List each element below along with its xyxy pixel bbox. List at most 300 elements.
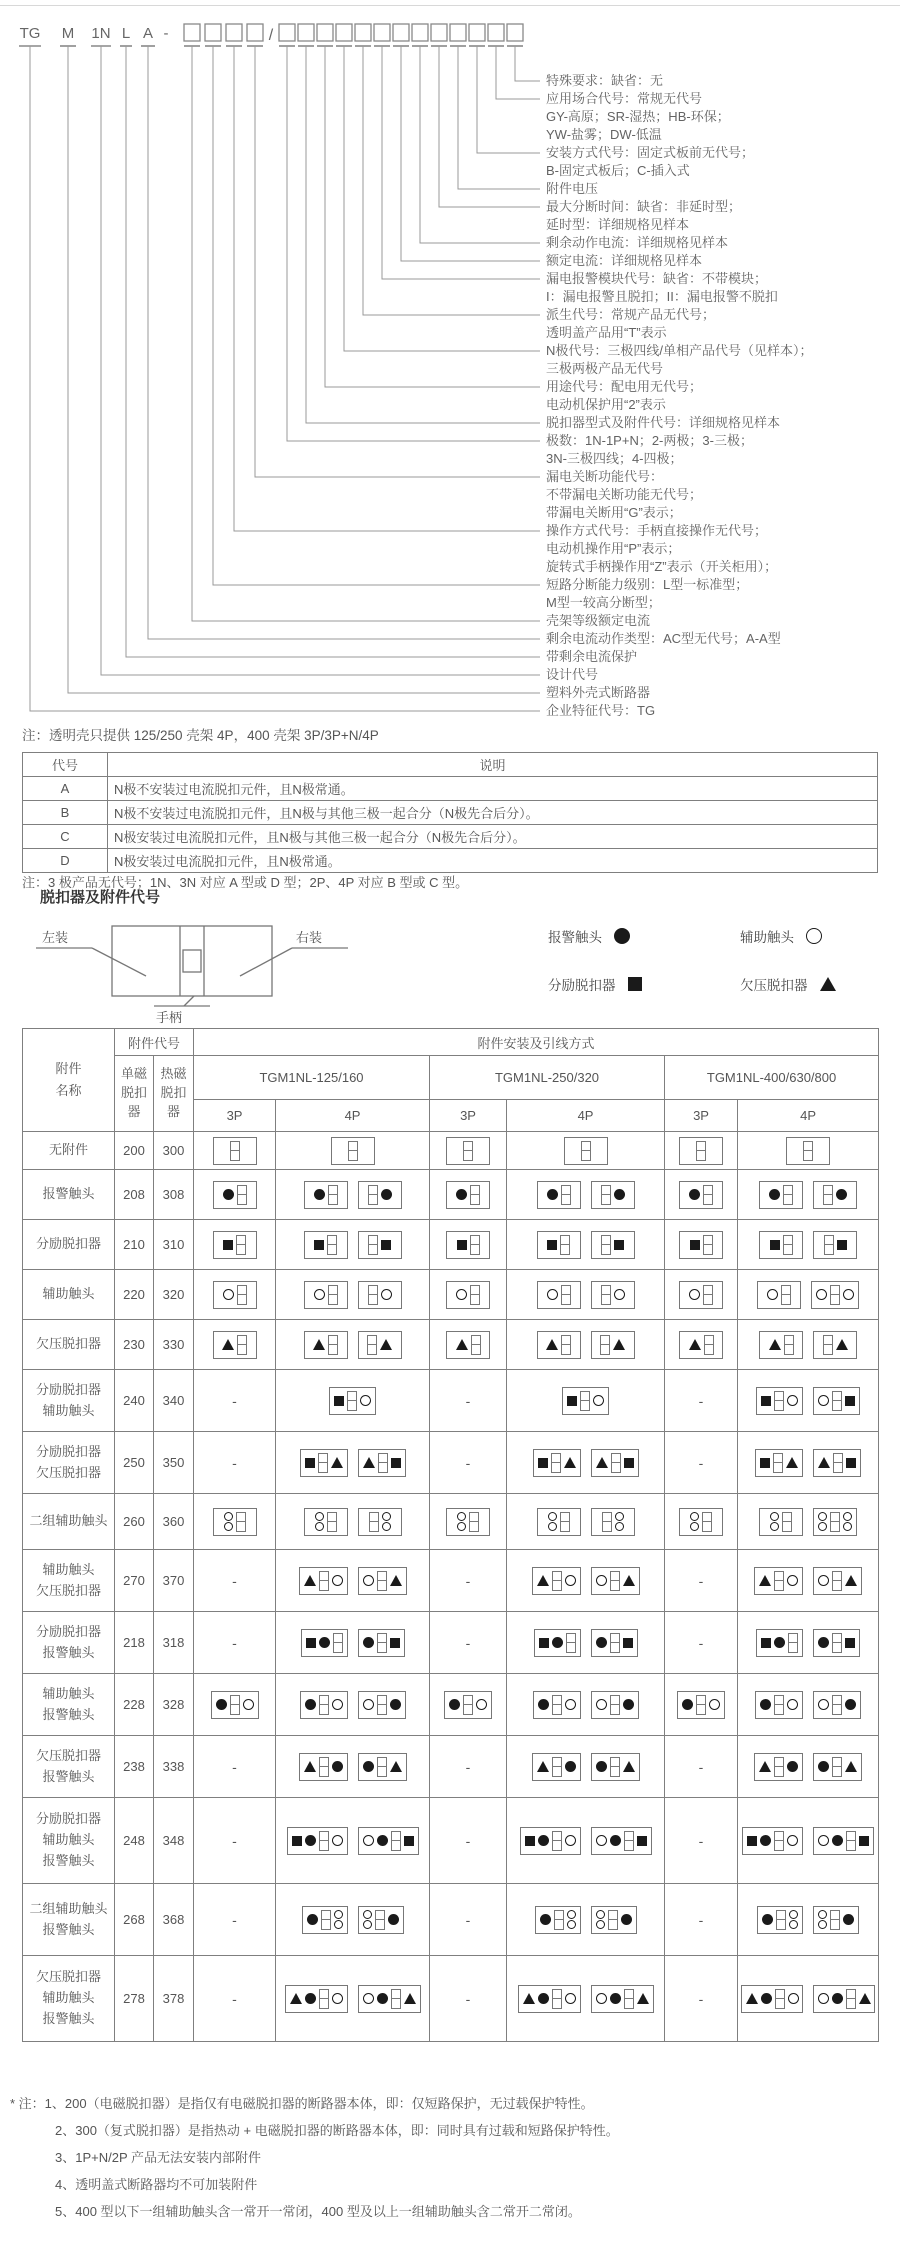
handle-glyph bbox=[463, 1695, 473, 1715]
diagram-group bbox=[279, 1985, 426, 2013]
breaker-mini-diagram bbox=[591, 1906, 637, 1934]
uv-symbol bbox=[313, 1339, 325, 1350]
handle-glyph bbox=[601, 1285, 611, 1305]
breaker-mini-diagram bbox=[300, 1691, 348, 1719]
aux-symbol bbox=[818, 1835, 829, 1846]
handle-glyph bbox=[774, 1391, 784, 1411]
svg-text:L: L bbox=[121, 25, 131, 42]
accessory-row bbox=[23, 1798, 879, 1884]
diagram-group bbox=[279, 1181, 426, 1209]
handle-glyph bbox=[237, 1285, 247, 1305]
breaker-mini-diagram bbox=[591, 1753, 640, 1781]
code-table-header-row bbox=[23, 753, 878, 777]
diagram-group bbox=[510, 1567, 661, 1595]
install-diagram-cell bbox=[194, 1612, 276, 1674]
uv-symbol bbox=[564, 1457, 576, 1468]
alarm-symbol bbox=[538, 1993, 549, 2004]
mono-code: 208 bbox=[115, 1170, 154, 1220]
handle-glyph bbox=[333, 1633, 343, 1653]
breaker-mini-diagram bbox=[813, 1827, 874, 1855]
breaker-mini-diagram bbox=[285, 1985, 348, 2013]
uv-symbol bbox=[759, 1761, 771, 1772]
install-diagram-cell bbox=[194, 1674, 276, 1736]
handle-glyph bbox=[230, 1695, 240, 1715]
svg-text:1N: 1N bbox=[91, 25, 111, 42]
footnotes bbox=[10, 2090, 619, 2225]
handle-glyph bbox=[846, 1831, 856, 1851]
mono-code: 260 bbox=[115, 1494, 154, 1550]
diagram-group bbox=[741, 1985, 875, 2013]
shunt-symbol bbox=[567, 1396, 577, 1406]
aux2-symbol bbox=[548, 1512, 557, 1531]
mono-code: 200 bbox=[115, 1132, 154, 1170]
handle-glyph bbox=[328, 1285, 338, 1305]
alarm-symbol bbox=[760, 1699, 771, 1710]
svg-text:TG: TG bbox=[19, 25, 41, 42]
diagram-group bbox=[197, 1181, 272, 1209]
not-available-dash: - bbox=[232, 1911, 237, 1928]
handle-glyph bbox=[470, 1285, 480, 1305]
uv-symbol bbox=[746, 1993, 758, 2004]
not-available-dash: - bbox=[232, 1572, 237, 1589]
install-diagram-cell bbox=[665, 1270, 738, 1320]
install-diagram-cell bbox=[738, 1884, 879, 1956]
uv-symbol bbox=[623, 1761, 635, 1772]
handle-glyph bbox=[704, 1335, 714, 1355]
handle-glyph bbox=[552, 1831, 562, 1851]
breaker-mini-diagram bbox=[591, 1827, 652, 1855]
diagram-group bbox=[279, 1753, 426, 1781]
breaker-mini-diagram bbox=[301, 1629, 348, 1657]
shunt-symbol bbox=[624, 1458, 634, 1468]
svg-text:-: - bbox=[163, 25, 169, 42]
install-diagram-cell bbox=[276, 1956, 430, 2042]
mono-code: 248 bbox=[115, 1798, 154, 1884]
handle-glyph bbox=[610, 1695, 620, 1715]
alarm-symbol bbox=[682, 1699, 693, 1710]
alarm-symbol bbox=[390, 1699, 401, 1710]
diagram-group bbox=[433, 1281, 503, 1309]
uv-symbol bbox=[290, 1993, 302, 2004]
install-diagram-cell bbox=[276, 1320, 430, 1370]
diagram-group bbox=[279, 1137, 426, 1165]
breaker-mini-diagram bbox=[591, 1231, 635, 1259]
footnote-line: 3、1P+N/2P 产品无法安装内部附件 bbox=[55, 2150, 262, 2165]
aux2-symbol bbox=[224, 1512, 233, 1531]
alarm-symbol bbox=[596, 1761, 607, 1772]
not-available-dash: - bbox=[465, 1392, 471, 1409]
breaker-mini-diagram bbox=[813, 1567, 862, 1595]
breaker-mini-diagram bbox=[358, 1629, 405, 1657]
diagram-group bbox=[197, 1508, 272, 1536]
accessory-row bbox=[23, 1270, 879, 1320]
handle-glyph bbox=[702, 1512, 712, 1532]
install-diagram-cell bbox=[738, 1132, 879, 1170]
handle-glyph bbox=[327, 1512, 337, 1532]
aux-symbol bbox=[787, 1575, 798, 1586]
breaker-mini-diagram bbox=[811, 1281, 859, 1309]
not-available-dash: - bbox=[698, 1911, 704, 1928]
code-callout: 安装方式代号：固定式板前无代号； B-固定式板后；C-插入式 bbox=[546, 145, 755, 178]
footnote-line: 2、300（复式脱扣器）是指热动 + 电磁脱扣器的断路器本体，即：同时具有过载和短路保护特性。 bbox=[55, 2123, 619, 2138]
install-diagram-cell bbox=[507, 1170, 665, 1220]
install-diagram-cell bbox=[194, 1270, 276, 1320]
aux2-symbol bbox=[770, 1512, 779, 1531]
alarm-symbol bbox=[836, 1189, 847, 1200]
pole-header-3p: 3P bbox=[194, 1100, 276, 1132]
install-diagram-cell bbox=[738, 1494, 879, 1550]
handle-glyph bbox=[377, 1571, 387, 1591]
breaker-mini-diagram bbox=[679, 1281, 723, 1309]
diagram-group bbox=[197, 1691, 272, 1719]
install-diagram-cell bbox=[665, 1370, 738, 1432]
code-callout: 漏电报警模块代号：缺省：不带模块； I：漏电报警且脱扣；II：漏电报警不脱扣 bbox=[546, 271, 778, 304]
shunt-symbol bbox=[761, 1396, 771, 1406]
handle-glyph bbox=[318, 1453, 328, 1473]
handle-glyph bbox=[237, 1335, 247, 1355]
diagram-group bbox=[433, 1331, 503, 1359]
diagram-group bbox=[510, 1281, 661, 1309]
breaker-mini-diagram bbox=[213, 1137, 257, 1165]
install-diagram-cell bbox=[738, 1220, 879, 1270]
breaker-mini-diagram bbox=[537, 1331, 581, 1359]
breaker-mini-diagram bbox=[304, 1231, 348, 1259]
handle-glyph bbox=[602, 1512, 612, 1532]
mono-code: 238 bbox=[115, 1736, 154, 1798]
uv-symbol bbox=[859, 1993, 871, 2004]
install-diagram-cell bbox=[276, 1494, 430, 1550]
aux-symbol bbox=[788, 1993, 799, 2004]
handle-glyph bbox=[369, 1512, 379, 1532]
diagram-group bbox=[510, 1985, 661, 2013]
diagram-group bbox=[741, 1691, 875, 1719]
diagram-group bbox=[741, 1629, 875, 1657]
install-diagram-cell bbox=[665, 1220, 738, 1270]
breaker-mini-diagram bbox=[358, 1231, 402, 1259]
breaker-mini-diagram bbox=[679, 1231, 723, 1259]
not-available-dash: - bbox=[465, 1832, 471, 1849]
install-diagram-cell bbox=[665, 1320, 738, 1370]
diagram-group bbox=[279, 1281, 426, 1309]
handle-glyph bbox=[551, 1453, 561, 1473]
accessory-row bbox=[23, 1674, 879, 1736]
pole-header-4p: 4P bbox=[276, 1100, 430, 1132]
code-callout: 脱扣器型式及附件代号：详细规格见样本 bbox=[546, 415, 781, 430]
mono-code: 268 bbox=[115, 1884, 154, 1956]
handle-glyph bbox=[470, 1235, 480, 1255]
install-diagram-cell bbox=[194, 1798, 276, 1884]
aux2-symbol bbox=[596, 1910, 605, 1929]
code-table-row bbox=[23, 801, 878, 825]
accessory-row bbox=[23, 1370, 879, 1432]
handle-glyph bbox=[774, 1757, 784, 1777]
alarm-symbol bbox=[818, 1637, 829, 1648]
code-callout: 带剩余电流保护 bbox=[546, 649, 638, 664]
install-group-header: 附件安装及引线方式 bbox=[194, 1029, 879, 1056]
aux-symbol bbox=[689, 1289, 700, 1300]
diagram-group bbox=[433, 1508, 503, 1536]
install-diagram-cell bbox=[507, 1736, 665, 1798]
install-diagram-cell bbox=[430, 1956, 507, 2042]
thermal-code: 340 bbox=[154, 1370, 194, 1432]
handle-glyph bbox=[774, 1831, 784, 1851]
uv-symbol bbox=[537, 1575, 549, 1586]
aux2-symbol bbox=[457, 1512, 466, 1531]
handle-glyph bbox=[580, 1391, 590, 1411]
install-diagram-cell bbox=[507, 1884, 665, 1956]
alarm-symbol bbox=[449, 1699, 460, 1710]
install-diagram-cell bbox=[738, 1550, 879, 1612]
code-callout: 应用场合代号：常规无代号 GY-高原；SR-湿热；HB-环保； YW-盐雾；DW-低温 bbox=[546, 91, 730, 142]
code-callout: 塑料外壳式断路器 bbox=[546, 685, 651, 700]
handle-glyph bbox=[471, 1335, 481, 1355]
breaker-mini-diagram bbox=[520, 1827, 581, 1855]
alarm-symbol bbox=[610, 1835, 621, 1846]
not-available-dash: - bbox=[465, 1758, 471, 1775]
install-diagram-cell bbox=[665, 1736, 738, 1798]
aux2-symbol bbox=[843, 1512, 852, 1531]
diagram-group bbox=[741, 1753, 875, 1781]
shunt-symbol bbox=[747, 1836, 757, 1846]
alarm-symbol bbox=[223, 1189, 234, 1200]
uv-symbol bbox=[613, 1339, 625, 1350]
breaker-mini-diagram bbox=[329, 1387, 376, 1415]
install-diagram-cell bbox=[507, 1320, 665, 1370]
install-diagram-cell bbox=[507, 1370, 665, 1432]
alarm-symbol bbox=[540, 1914, 551, 1925]
alarm-symbol bbox=[377, 1993, 388, 2004]
breaker-mini-diagram bbox=[813, 1629, 860, 1657]
aux-icon bbox=[806, 928, 822, 944]
not-available-dash: - bbox=[465, 1454, 471, 1471]
aux-symbol bbox=[314, 1289, 325, 1300]
breaker-mini-diagram bbox=[358, 1331, 402, 1359]
install-diagram-cell bbox=[507, 1550, 665, 1612]
breaker-mini-diagram bbox=[213, 1508, 257, 1536]
breaker-mini-diagram bbox=[677, 1691, 725, 1719]
handle-glyph bbox=[552, 1571, 562, 1591]
aux-symbol bbox=[565, 1835, 576, 1846]
desc-col-header: 说明 bbox=[108, 753, 878, 777]
breaker-mini-diagram bbox=[755, 1691, 803, 1719]
accessory-name: 分励脱扣器 欠压脱扣器 bbox=[23, 1432, 115, 1494]
handle-glyph bbox=[560, 1512, 570, 1532]
shunt-icon bbox=[628, 977, 642, 991]
n-pole-code-table bbox=[22, 752, 878, 873]
accessory-name: 辅助触头 报警触头 bbox=[23, 1674, 115, 1736]
not-available-dash: - bbox=[232, 1758, 237, 1775]
aux-symbol bbox=[565, 1575, 576, 1586]
handle-glyph bbox=[554, 1910, 564, 1930]
not-available-dash: - bbox=[698, 1572, 704, 1589]
handle-glyph bbox=[561, 1335, 571, 1355]
breaker-mini-diagram bbox=[591, 1181, 635, 1209]
handle-glyph bbox=[624, 1831, 634, 1851]
breaker-mini-diagram bbox=[679, 1137, 723, 1165]
breaker-mini-diagram bbox=[300, 1449, 348, 1477]
aux-symbol bbox=[596, 1835, 607, 1846]
thermal-code: 338 bbox=[154, 1736, 194, 1798]
breaker-mini-diagram bbox=[299, 1753, 348, 1781]
shunt-symbol bbox=[547, 1240, 557, 1250]
code-group-header: 附件代号 bbox=[115, 1029, 194, 1056]
thermal-code: 348 bbox=[154, 1798, 194, 1884]
alarm-symbol bbox=[377, 1835, 388, 1846]
aux2-symbol bbox=[818, 1910, 827, 1929]
thermal-code: 368 bbox=[154, 1884, 194, 1956]
shunt-symbol bbox=[761, 1638, 771, 1648]
thermal-code: 300 bbox=[154, 1132, 194, 1170]
uv-symbol bbox=[537, 1761, 549, 1772]
pole-code-note: 注：3 极产品无代号；1N、3N 对应 A 型或 D 型；2P、4P 对应 B 型或 C 型。 bbox=[22, 875, 469, 890]
accessory-name: 辅助触头 bbox=[23, 1270, 115, 1320]
uv-symbol bbox=[637, 1993, 649, 2004]
alarm-symbol bbox=[305, 1699, 316, 1710]
alarm-symbol bbox=[762, 1914, 773, 1925]
shunt-symbol bbox=[334, 1396, 344, 1406]
aux-symbol bbox=[223, 1289, 234, 1300]
install-diagram-cell bbox=[276, 1270, 430, 1320]
code-callout: 额定电流：详细规格见样本 bbox=[546, 253, 703, 268]
breaker-mini-diagram bbox=[813, 1508, 857, 1536]
diagram-group bbox=[279, 1691, 426, 1719]
alarm-icon bbox=[614, 928, 630, 944]
alarm-symbol bbox=[552, 1637, 563, 1648]
shunt-symbol bbox=[404, 1836, 414, 1846]
install-diagram-cell bbox=[276, 1884, 430, 1956]
breaker-mini-diagram bbox=[755, 1449, 803, 1477]
install-diagram-cell bbox=[738, 1736, 879, 1798]
aux2-symbol bbox=[789, 1910, 798, 1929]
breaker-mini-diagram bbox=[358, 1827, 419, 1855]
frame-125-header: TGM1NL-125/160 bbox=[194, 1056, 430, 1100]
breaker-mini-diagram bbox=[537, 1281, 581, 1309]
diagram-group bbox=[741, 1567, 875, 1595]
alarm-symbol bbox=[774, 1637, 785, 1648]
handle-glyph bbox=[823, 1185, 833, 1205]
not-available-dash: - bbox=[232, 1634, 237, 1651]
shunt-symbol bbox=[539, 1638, 549, 1648]
shunt-symbol bbox=[846, 1458, 856, 1468]
handle-glyph bbox=[470, 1185, 480, 1205]
breaker-mini-diagram bbox=[679, 1181, 723, 1209]
handle-glyph bbox=[830, 1285, 840, 1305]
handle-glyph bbox=[775, 1989, 785, 2009]
symbol-legend bbox=[548, 926, 900, 994]
install-diagram-cell bbox=[430, 1370, 507, 1432]
alarm-symbol bbox=[319, 1637, 330, 1648]
diagram-group bbox=[668, 1181, 734, 1209]
breaker-mini-diagram bbox=[742, 1827, 803, 1855]
install-diagram-cell bbox=[507, 1270, 665, 1320]
shunt-symbol bbox=[306, 1638, 316, 1648]
pole-header-3p: 3P bbox=[430, 1100, 507, 1132]
diagram-group bbox=[279, 1387, 426, 1415]
breaker-mini-diagram bbox=[533, 1691, 581, 1719]
install-diagram-cell bbox=[430, 1432, 507, 1494]
handle-glyph bbox=[610, 1757, 620, 1777]
diagram-group bbox=[279, 1331, 426, 1359]
handle-glyph bbox=[375, 1910, 385, 1930]
breaker-mini-diagram bbox=[591, 1331, 635, 1359]
install-diagram-cell bbox=[430, 1674, 507, 1736]
alarm-symbol bbox=[363, 1637, 374, 1648]
breaker-mini-diagram bbox=[446, 1331, 490, 1359]
not-available-dash: - bbox=[465, 1634, 471, 1651]
breaker-mini-diagram bbox=[304, 1181, 348, 1209]
aux-symbol bbox=[547, 1289, 558, 1300]
not-available-dash: - bbox=[698, 1634, 704, 1651]
breaker-mini-diagram bbox=[304, 1508, 348, 1536]
diagram-group bbox=[197, 1331, 272, 1359]
handle-glyph bbox=[377, 1695, 387, 1715]
install-diagram-cell bbox=[194, 1550, 276, 1612]
uv-symbol bbox=[759, 1575, 771, 1586]
aux-symbol bbox=[332, 1699, 343, 1710]
uv-symbol bbox=[845, 1575, 857, 1586]
aux-symbol bbox=[767, 1289, 778, 1300]
accessory-name: 欠压脱扣器 辅助触头 报警触头 bbox=[23, 1956, 115, 2042]
handle-glyph bbox=[319, 1989, 329, 2009]
not-available-dash: - bbox=[698, 1832, 704, 1849]
install-diagram-cell bbox=[276, 1132, 430, 1170]
shunt-symbol bbox=[381, 1240, 391, 1250]
handle-glyph bbox=[608, 1910, 618, 1930]
handle-glyph bbox=[624, 1989, 634, 2009]
aux-symbol bbox=[381, 1289, 392, 1300]
mono-code: 218 bbox=[115, 1612, 154, 1674]
breaker-mini-diagram bbox=[759, 1508, 803, 1536]
mono-code: 270 bbox=[115, 1550, 154, 1612]
handle-label: 手柄 bbox=[156, 1010, 183, 1025]
shunt-symbol bbox=[457, 1240, 467, 1250]
diagram-group bbox=[510, 1691, 661, 1719]
install-diagram-cell bbox=[665, 1170, 738, 1220]
install-diagram-cell bbox=[665, 1674, 738, 1736]
footnote-line: 4、透明盖式断路器均不可加装附件 bbox=[55, 2177, 258, 2192]
not-available-dash: - bbox=[698, 1990, 704, 2007]
legend-item-shunt bbox=[548, 974, 740, 994]
install-diagram-cell bbox=[665, 1884, 738, 1956]
handle-glyph bbox=[321, 1910, 331, 1930]
alarm-symbol bbox=[596, 1637, 607, 1648]
code-callout: 剩余动作电流：详细规格见样本 bbox=[546, 235, 729, 250]
diagram-group bbox=[741, 1449, 875, 1477]
handle-glyph bbox=[830, 1910, 840, 1930]
breaker-mounting-diagram bbox=[34, 908, 374, 1026]
accessory-name: 无附件 bbox=[23, 1132, 115, 1170]
breaker-mini-diagram bbox=[213, 1181, 257, 1209]
code-callout: 壳架等级额定电流 bbox=[546, 613, 651, 628]
alarm-symbol bbox=[845, 1699, 856, 1710]
uv-symbol bbox=[390, 1575, 402, 1586]
install-diagram-cell bbox=[430, 1320, 507, 1370]
pole-code-description: N极不安装过电流脱扣元件，且N极与其他三极一起合分（N极先合后分）。 bbox=[108, 801, 878, 825]
handle-glyph bbox=[773, 1453, 783, 1473]
legend-label: 分励脱扣器 bbox=[548, 978, 616, 993]
handle-glyph bbox=[782, 1512, 792, 1532]
mono-code: 230 bbox=[115, 1320, 154, 1370]
alarm-symbol bbox=[760, 1835, 771, 1846]
aux-symbol bbox=[565, 1699, 576, 1710]
uv-symbol bbox=[836, 1339, 848, 1350]
not-available-dash: - bbox=[232, 1392, 237, 1409]
diagram-group bbox=[510, 1137, 661, 1165]
aux2-symbol bbox=[567, 1910, 576, 1929]
mono-code: 228 bbox=[115, 1674, 154, 1736]
breaker-mini-diagram bbox=[358, 1181, 402, 1209]
handle-glyph bbox=[601, 1235, 611, 1255]
